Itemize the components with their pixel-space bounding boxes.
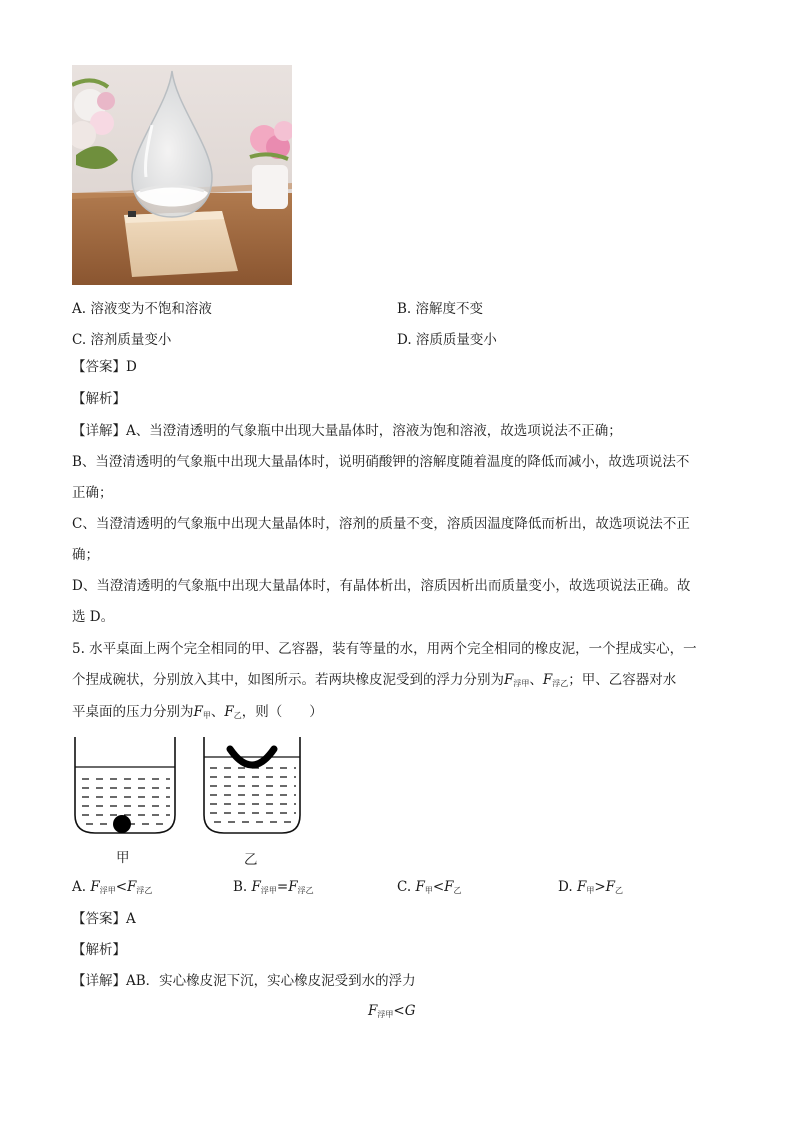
symbol-f: F	[224, 704, 234, 720]
solid-clay-ball	[113, 815, 131, 833]
option-letter: D.	[558, 879, 573, 895]
subscript: 乙	[615, 886, 623, 895]
container-figure	[70, 735, 310, 845]
q4-answer: 【答案】D	[72, 359, 137, 375]
symbol-f: F	[90, 879, 100, 895]
symbol-f: F	[368, 1003, 378, 1019]
relation: <	[393, 1003, 405, 1019]
symbol-g: G	[404, 1003, 416, 1019]
q5-option-c	[397, 879, 462, 896]
buoyancy-formula	[368, 1003, 415, 1020]
q5-analysis-label: 【解析】	[72, 942, 126, 958]
q5-stem-line2	[72, 671, 676, 693]
q4-detail-line: C、当澄清透明的气象瓶中出现大量晶体时，溶剂的质量不变，溶质因温度降低而析出，故选项说法不正	[72, 516, 690, 532]
container-yi	[204, 737, 300, 833]
q4-option-d: D. 溶质质量变小	[397, 332, 497, 348]
relation: <	[432, 879, 445, 895]
relation: >	[594, 879, 606, 895]
q4-option-c: C. 溶剂质量变小	[72, 332, 172, 348]
option-letter: A.	[72, 879, 87, 895]
subscript: 浮甲	[377, 1010, 394, 1019]
q4-detail-line: 【详解】A、当澄清透明的气象瓶中出现大量晶体时，溶液为饱和溶液，故选项说法不正确；	[72, 423, 622, 439]
subscript: 乙	[233, 711, 242, 720]
subscript: 浮甲	[513, 679, 530, 688]
relation: <	[115, 879, 128, 895]
container-jia	[75, 737, 175, 833]
symbol-f: F	[415, 879, 425, 895]
subscript: 浮乙	[552, 679, 569, 688]
subscript: 浮乙	[136, 886, 153, 895]
q4-option-a: A. 溶液变为不饱和溶液	[72, 301, 212, 317]
subscript: 浮甲	[260, 886, 277, 895]
q5-option-a	[72, 879, 152, 896]
q5-answer: 【答案】A	[72, 911, 136, 927]
q5-stem-line3	[72, 703, 323, 725]
q5-option-b	[233, 879, 314, 896]
q4-detail-line: 确；	[72, 547, 99, 563]
symbol-f: F	[542, 672, 553, 688]
storm-glass-photo	[72, 65, 292, 285]
symbol-f: F	[251, 879, 261, 895]
symbol-f: F	[576, 879, 587, 895]
symbol-f: F	[504, 672, 514, 688]
q5-stem-line1: 5. 水平桌面上两个完全相同的甲、乙容器，装有等量的水，用两个完全相同的橡皮泥，一个捏成实心，一	[72, 641, 697, 657]
option-letter: C.	[397, 879, 412, 895]
q5-stem-text: ，则（ ）	[241, 704, 323, 720]
symbol-f: F	[193, 704, 203, 720]
q5-stem-text: 平桌面的压力分别为	[72, 704, 194, 720]
q4-detail-line: B、当澄清透明的气象瓶中出现大量晶体时，说明硝酸钾的溶解度随着温度的降低而减小，故选项说法不	[72, 454, 690, 470]
subscript: 甲	[586, 886, 595, 895]
separator: 、	[529, 672, 543, 688]
subscript: 浮甲	[99, 886, 116, 895]
symbol-f: F	[605, 879, 615, 895]
q4-option-b: B. 溶解度不变	[397, 301, 484, 317]
subscript: 甲	[424, 886, 433, 895]
subscript: 乙	[453, 886, 462, 895]
q4-detail-line: 选 D。	[72, 609, 115, 625]
relation: =	[276, 879, 289, 895]
symbol-f: F	[288, 879, 298, 895]
figure-label-yi: 乙	[244, 852, 258, 868]
symbol-f: F	[127, 879, 137, 895]
q4-detail-line: 正确；	[72, 485, 113, 501]
option-letter: B.	[233, 879, 248, 895]
subscript: 浮乙	[297, 886, 314, 895]
q5-stem-text: 个捏成碗状，分别放入其中，如图所示。若两块橡皮泥受到的浮力分别为	[72, 672, 504, 688]
subscript: 甲	[202, 711, 211, 720]
figure-label-jia: 甲	[116, 850, 130, 866]
separator: 、	[210, 704, 225, 720]
symbol-f: F	[444, 879, 454, 895]
q4-analysis-label: 【解析】	[72, 391, 126, 407]
q5-detail-line: 【详解】AB．实心橡皮泥下沉，实心橡皮泥受到水的浮力	[72, 973, 416, 989]
q5-stem-text: ；甲、乙容器对水	[568, 672, 677, 688]
q4-detail-line: D、当澄清透明的气象瓶中出现大量晶体时，有晶体析出，溶质因析出而质量变小，故选项说法正确。故	[72, 578, 691, 594]
q5-option-d	[558, 879, 623, 896]
